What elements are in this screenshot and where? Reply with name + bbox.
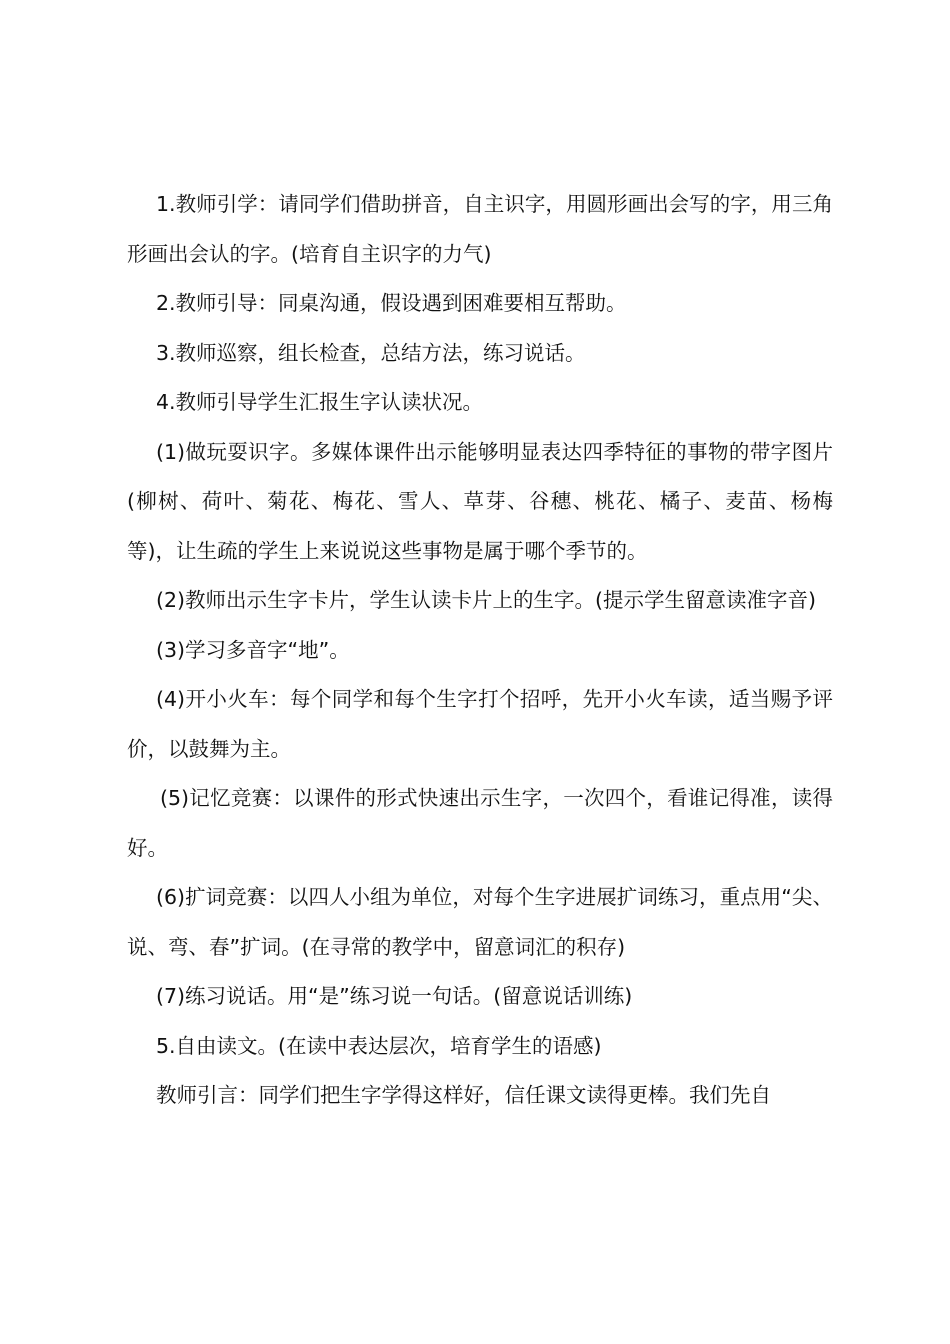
paragraph-2: 2.教师引导：同桌沟通，假设遇到困难要相互帮助。 (156, 291, 627, 315)
paragraph-6: (2)教师出示生字卡片，学生认读卡片上的生字。(提示学生留意读准字音) (156, 588, 817, 612)
paragraph-11: (7)练习说话。用“是”练习说一句话。(留意说话训练) (156, 984, 633, 1008)
paragraph-5: (1)做玩耍识字。多媒体课件出示能够明显表达四季特征的事物的带字图片(柳树、荷叶、菊花、梅花、雪人、草芽、谷穗、桃花、橘子、麦苗、杨梅等)，让生疏的学生上来说说这些事物是属于哪个季节的。 (127, 439, 833, 563)
paragraph-9: (5)记忆竞赛：以课件的形式快速出示生字，一次四个，看谁记得准，读得好。 (127, 786, 833, 860)
paragraph-12: 5.自由读文。(在读中表达层次，培育学生的语感) (156, 1033, 602, 1058)
document-body (127, 180, 833, 1121)
paragraph-1: 1.教师引学：请同学们借助拼音，自主识字，用圆形画出会写的字，用三角形画出会认的字。(培育自主识字的力气) (127, 192, 833, 266)
paragraph-13: 教师引言：同学们把生字学得这样好，信任课文读得更棒。我们先自 (156, 1083, 771, 1107)
paragraph-4: 4.教师引导学生汇报生字认读状况。 (156, 390, 484, 414)
paragraph-7: (3)学习多音字“地”。 (156, 637, 350, 662)
paragraph-3: 3.教师巡察，组长检查，总结方法，练习说话。 (156, 340, 586, 365)
paragraph-10: (6)扩词竞赛：以四人小组为单位，对每个生字进展扩词练习，重点用“尖、说、弯、春”扩词。(在寻常的教学中，留意词汇的积存) (127, 885, 833, 959)
paragraph-8: (4)开小火车：每个同学和每个生字打个招呼，先开小火车读，适当赐予评价，以鼓舞为主。 (127, 687, 833, 761)
